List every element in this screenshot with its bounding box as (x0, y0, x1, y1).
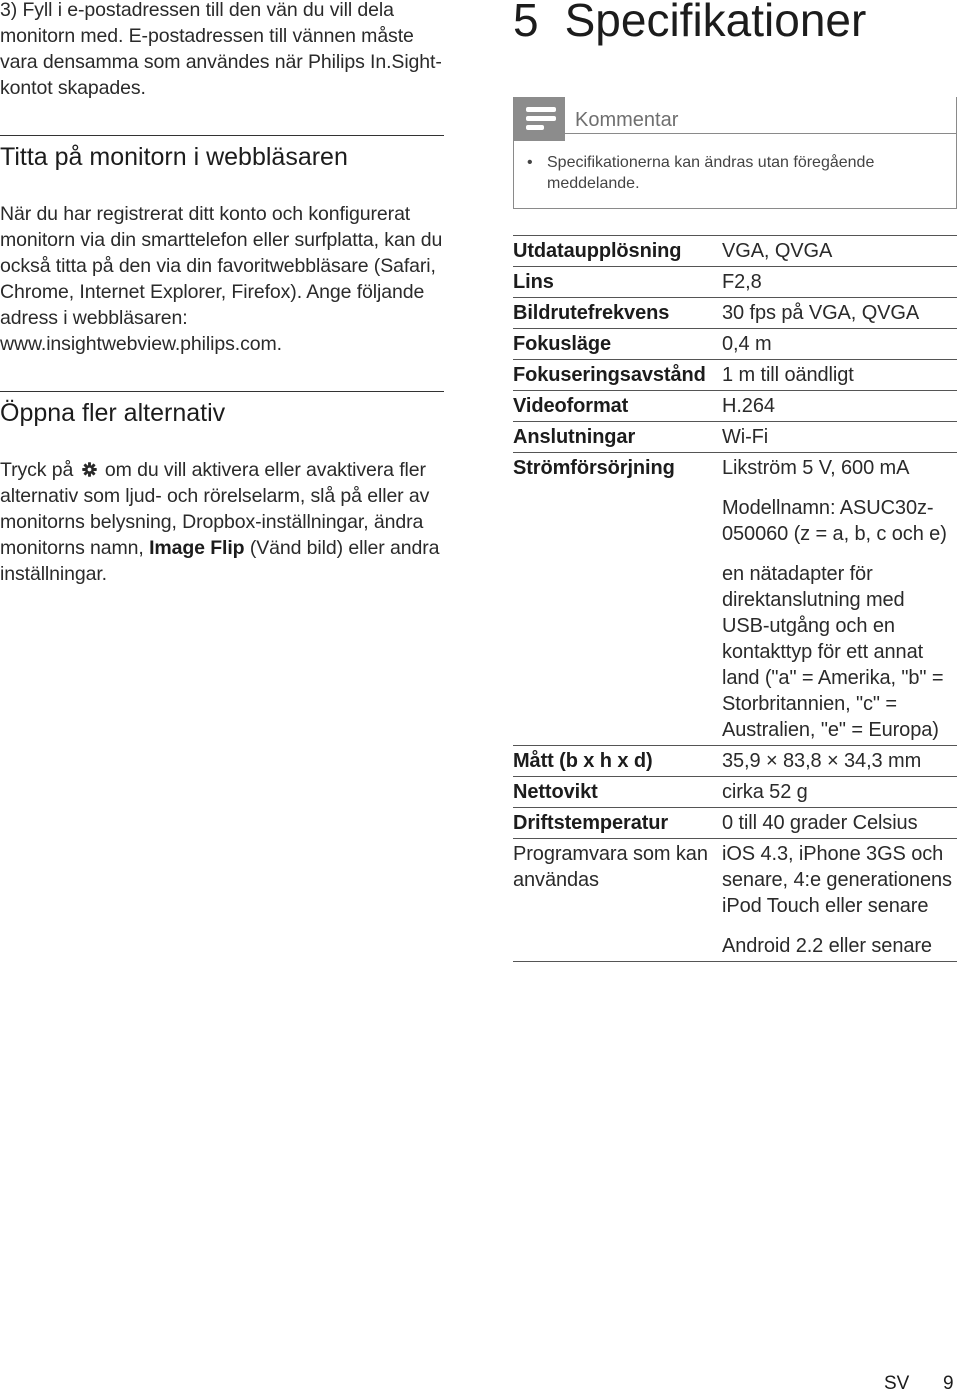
note-title: Kommentar (575, 109, 679, 131)
text-end: (Vänd bild) eller andra inställningar. (0, 537, 440, 585)
spec-row (513, 452, 957, 745)
section-divider (0, 135, 444, 136)
spec-row (513, 838, 957, 961)
spec-value-line: Android 2.2 eller senare (722, 935, 932, 957)
spec-label: Videoformat (513, 395, 629, 417)
spec-label: Programvara som kan användas (513, 843, 708, 891)
spec-value (722, 391, 957, 421)
spec-value-line: cirka 52 g (722, 781, 808, 803)
note-divider (565, 133, 957, 134)
chapter-title: Specifikationer (564, 0, 867, 46)
step-3-text: 3) Fyll i e-postadressen till den vän du vill dela monitorn med. E-postadressen till vännen måste vara densamma som användes när Philips In.Sight-kontot skapades. (0, 0, 442, 99)
spec-row (513, 328, 957, 359)
chapter-number: 5 (513, 0, 539, 46)
spec-value (722, 329, 957, 359)
spec-row (513, 421, 957, 452)
spec-value-line: 0,4 m (722, 333, 772, 355)
spec-value-line: 1 m till oändligt (722, 364, 854, 386)
spec-label: Mått (b x h x d) (513, 750, 653, 772)
section-text-web-view: När du har registrerat ditt konto och konfigurerat monitorn via din smarttelefon eller surfplatta, kan du också titta på den via din favoritwebbläsare (Safari, Chrome, Internet Explorer, Firefox). Ange följande adress i webbläsaren: www.insightwebview.philips.com. (0, 203, 443, 355)
section-divider (0, 391, 444, 392)
spec-value (722, 746, 957, 776)
spec-value-line: Likström 5 V, 600 mA (722, 457, 910, 479)
chapter-heading (513, 0, 866, 52)
spec-value-line: Modellnamn: ASUC30z-050060 (z = a, b, c och e) (722, 497, 947, 545)
spec-value (722, 777, 957, 807)
image-flip-emphasis: Image Flip (149, 537, 245, 559)
spec-row (513, 297, 957, 328)
spec-value (722, 298, 957, 328)
spec-value-line: H.264 (722, 395, 775, 417)
spec-value-line: 30 fps på VGA, QVGA (722, 302, 920, 324)
spec-row (513, 807, 957, 838)
section-heading-more-options: Öppna fler alternativ (0, 399, 226, 427)
spec-value-line: Wi-Fi (722, 426, 769, 448)
spec-value (722, 453, 957, 745)
spec-value (722, 236, 957, 266)
spec-value (722, 422, 957, 452)
note-box (513, 97, 957, 209)
spec-row (513, 235, 957, 266)
text-before-icon: Tryck på (0, 459, 74, 481)
spec-value-line: iOS 4.3, iPhone 3GS och senare, 4:e generationens iPod Touch eller senare (722, 843, 952, 917)
spec-label: Strömförsörjning (513, 457, 675, 479)
spec-value-line: VGA, QVGA (722, 240, 833, 262)
spec-label: Fokuseringsavstånd (513, 364, 706, 386)
spec-row (513, 359, 957, 390)
table-bottom-rule (513, 961, 957, 962)
spec-row (513, 745, 957, 776)
spec-value-line: en nätadapter för direktanslutning med USB-utgång och en kontakttyp för ett annat land ("a" = Amerika, "b" = Storbritannien, "c" = Australien, "e" = Europa) (722, 563, 944, 741)
spec-label: Lins (513, 271, 554, 293)
section-heading-web-view: Titta på monitorn i webbläsaren (0, 143, 348, 171)
note-item-text: Specifikationerna kan ändras utan föregående meddelande. (547, 154, 875, 192)
footer-language: SV (884, 1373, 910, 1394)
spec-label: Nettovikt (513, 781, 598, 803)
spec-table (513, 235, 957, 962)
spec-value (722, 360, 957, 390)
bullet: • (527, 154, 533, 171)
gear-icon (81, 461, 98, 478)
page-number: 9 (943, 1373, 954, 1394)
spec-label: Utdataupplösning (513, 240, 682, 262)
spec-label: Driftstemperatur (513, 812, 669, 834)
spec-value (722, 839, 957, 961)
spec-value-line: F2,8 (722, 271, 762, 293)
note-icon (514, 97, 565, 141)
spec-value (722, 267, 957, 297)
spec-row (513, 776, 957, 807)
spec-row (513, 266, 957, 297)
section-text-more-options (0, 457, 444, 587)
text-after-icon: om du vill aktivera eller avaktivera fler alternativ som ljud- och rörelselarm, slå på eller av monitorns belysning, Dropbox-inställningar, ändra monitorns namn, (0, 459, 430, 559)
spec-value-line: 0 till 40 grader Celsius (722, 812, 918, 834)
spec-row (513, 390, 957, 421)
note-item (527, 152, 927, 194)
spec-value (722, 808, 957, 838)
spec-label: Bildrutefrekvens (513, 302, 670, 324)
spec-value-line: 35,9 × 83,8 × 34,3 mm (722, 750, 922, 772)
spec-label: Anslutningar (513, 426, 636, 448)
spec-label: Fokusläge (513, 333, 612, 355)
